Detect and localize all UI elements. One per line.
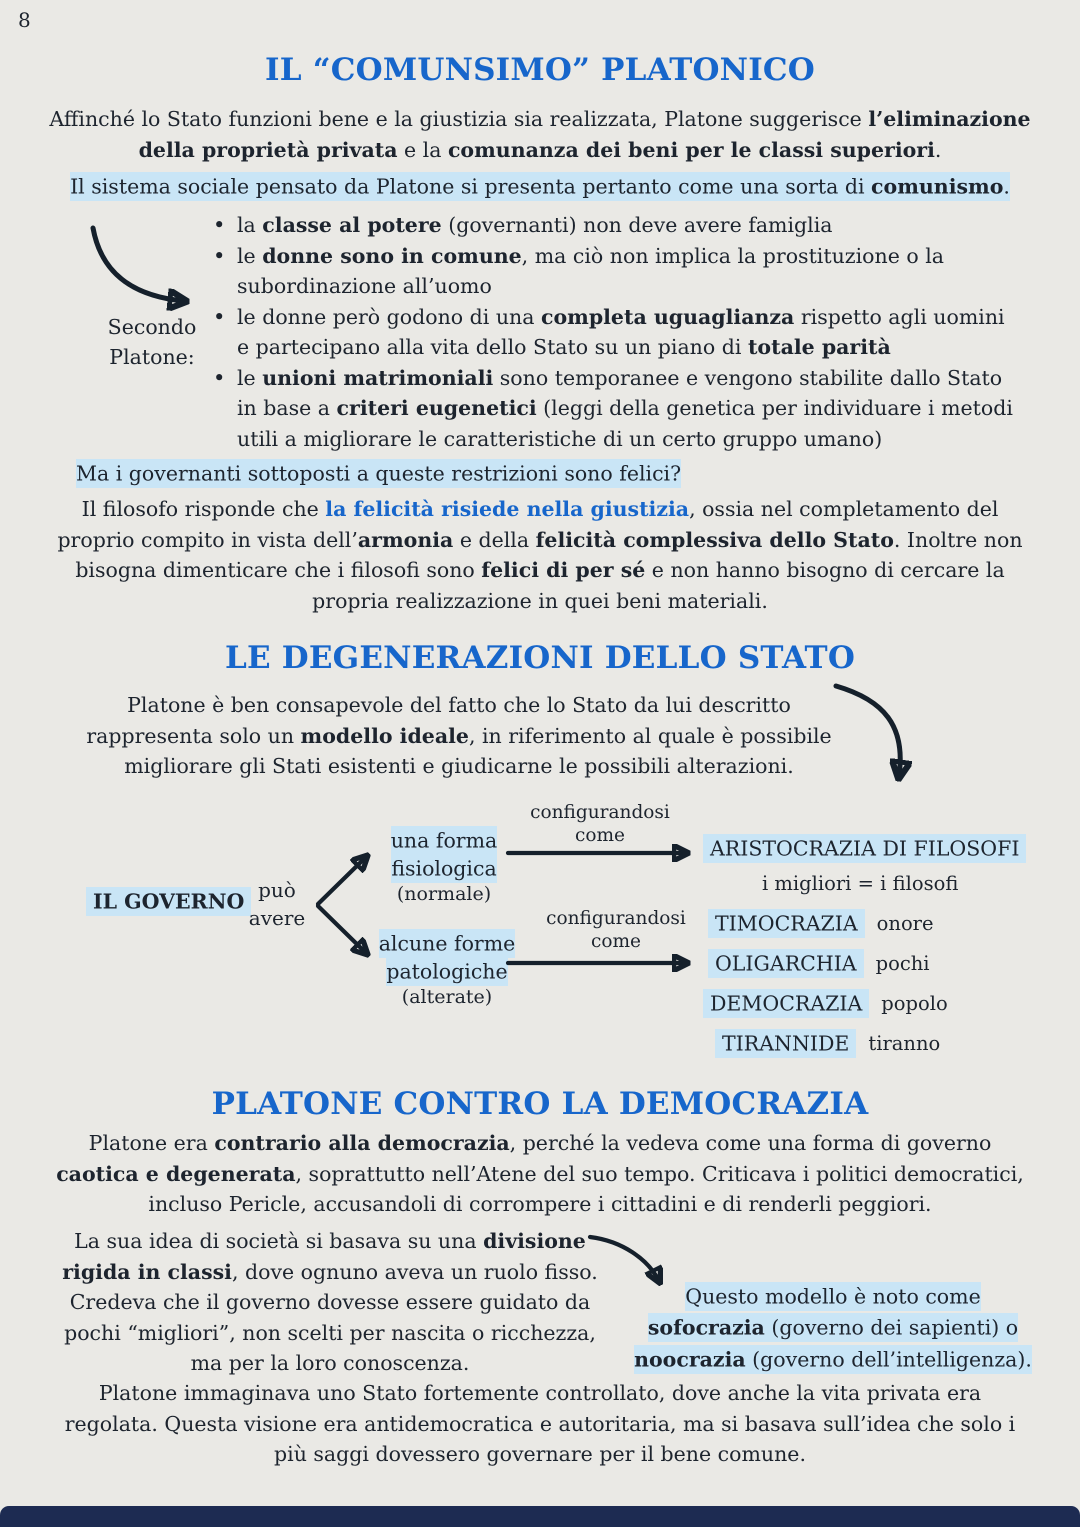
callout-line-2: sofocrazia (governo dei sapienti) o [622, 1313, 1044, 1345]
degeneration-row-timocrazia [708, 911, 934, 935]
callout-line-1: Questo modello è noto come [622, 1281, 1044, 1313]
answer-paragraph: Il filosofo risponde che la felicità risiede nella giustizia, ossia nel completamento del proprio compito in vista dell’armonia e della felicità complessiva dello Stato. Inoltre non bisogna dimenticare che i filosofi sono felici di per sé e non hanno bisogno di cercare la propria realizzazione in quei beni materiali. [57, 497, 1023, 613]
aristocrazia-highlight: ARISTOCRAZIA DI FILOSOFI [703, 834, 1026, 863]
tirannide-note: tiranno [868, 1032, 941, 1055]
divisione-classi-paragraph: La sua idea di società si basava su una divisione rigida in classi, dove ognuno aveva un ruolo fisso. Credeva che il governo dovesse essere guidato da pochi “migliori”, non scelti per nascita o ricchezza, ma per la loro conoscenza. [62, 1229, 598, 1375]
forme-patologiche-block [372, 929, 522, 1010]
section-title-degenerazioni: LE DEGENERAZIONI DELLO STATO [224, 640, 856, 676]
bullet-item-completa-uguaglianza: • le donne però godono di una completa uguaglianza rispetto agli uomini e partecipano alla vita dello Stato su un piano di totale parità [205, 302, 1023, 363]
final-paragraph: Platone immaginava uno Stato fortemente controllato, dove anche la vita privata era regolata. Questa visione era antidemocratica e autoritaria, ma si basava sull’idea che solo i più saggi dovessero governare per il bene comune. [64, 1381, 1016, 1466]
oligarchia-note: pochi [875, 952, 930, 975]
bottom-page-edge-bar [0, 1506, 1080, 1527]
degeneration-row-oligarchia [708, 951, 930, 975]
intro-paragraph: Affinché lo Stato funzioni bene e la giustizia sia realizzata, Platone suggerisce l’eliminazione della proprietà privata e la comunanza dei beni per le classi superiori. [49, 107, 1031, 162]
branch-lower-arrow-icon [318, 906, 366, 953]
bullet-item-donne-in-comune: • le donne sono in comune, ma ciò non implica la prostituzione o la subordinazione all’uomo [205, 241, 1023, 302]
timocrazia-label: TIMOCRAZIA [708, 909, 865, 938]
question-line: Ma i governanti sottoposti a queste restrizioni sono felici? [76, 458, 681, 489]
forma-fisiologica-label: una forma fisiologica [391, 826, 498, 883]
timocrazia-note: onore [876, 912, 934, 935]
aristocrazia-arrow-icon [836, 686, 900, 776]
comunismo-highlight-line: Il sistema sociale pensato da Platone si presenta pertanto come una sorta di comunismo. [0, 171, 1080, 202]
section-title-contro-democrazia: PLATONE CONTRO LA DEMOCRAZIA [211, 1086, 869, 1122]
diagram-puo-avere-label: può avere [248, 878, 306, 930]
section-title-comunismo: IL “COMUNSIMO” PLATONICO [265, 52, 815, 88]
aristocrazia-note: i migliori = i filosofi [762, 872, 959, 895]
branch-upper-arrow-icon [318, 857, 366, 904]
degeneration-row-tirannide [715, 1031, 940, 1055]
contro-democrazia-paragraph: Platone era contrario alla democrazia, perché la vedeva come una forma di governo caotica e degenerata, soprattutto nell’Atene del suo tempo. Criticava i politici democratici, incluso Pericle, accusandoli di corrompere i cittadini e di renderli peggiori. [56, 1131, 1024, 1216]
bullet-item-unioni-matrimoniali: • le unioni matrimoniali sono temporanee e vengono stabilite dallo Stato in base a criteri eugenetici (leggi della genetica per individuare i metodi utili a migliorare le caratteristiche di un certo gruppo umano) [205, 363, 1023, 455]
configurandosi-come-label-2: configurandosi come [546, 908, 686, 952]
degeneration-row-democrazia [703, 991, 948, 1015]
diagram-governo-label [86, 889, 251, 913]
secondo-platone-arrow-icon [93, 228, 184, 301]
forme-patologiche-label: alcune forme patologiche [379, 929, 516, 986]
bullet-list [205, 210, 1023, 454]
forma-fisiologica-note: (normale) [396, 883, 492, 905]
oligarchia-label: OLIGARCHIA [708, 949, 864, 978]
democrazia-note: popolo [881, 992, 948, 1015]
page-number: 8 [18, 8, 31, 32]
degenerazioni-paragraph: Platone è ben consapevole del fatto che lo Stato da lui descritto rappresenta solo un modello ideale, in riferimento al quale è possibile migliorare gli Stati esistenti e giudicarne le possibili alterazioni. [86, 693, 832, 778]
forme-patologiche-note: (alterate) [401, 986, 493, 1008]
configurandosi-come-label-1: configurandosi come [530, 802, 670, 846]
tirannide-label: TIRANNIDE [715, 1029, 856, 1058]
sofocrazia-callout [622, 1281, 1044, 1376]
bullet-item-classe-al-potere: • la classe al potere (governanti) non deve avere famiglia [205, 210, 1023, 241]
forma-fisiologica-block [378, 826, 510, 907]
secondo-platone-label: Secondo Platone: [107, 315, 197, 369]
democrazia-label: DEMOCRAZIA [703, 989, 869, 1018]
governo-highlight: IL GOVERNO [86, 887, 251, 916]
aristocrazia-label [703, 836, 1026, 860]
callout-line-3: noocrazia (governo dell’intelligenza). [622, 1344, 1044, 1376]
